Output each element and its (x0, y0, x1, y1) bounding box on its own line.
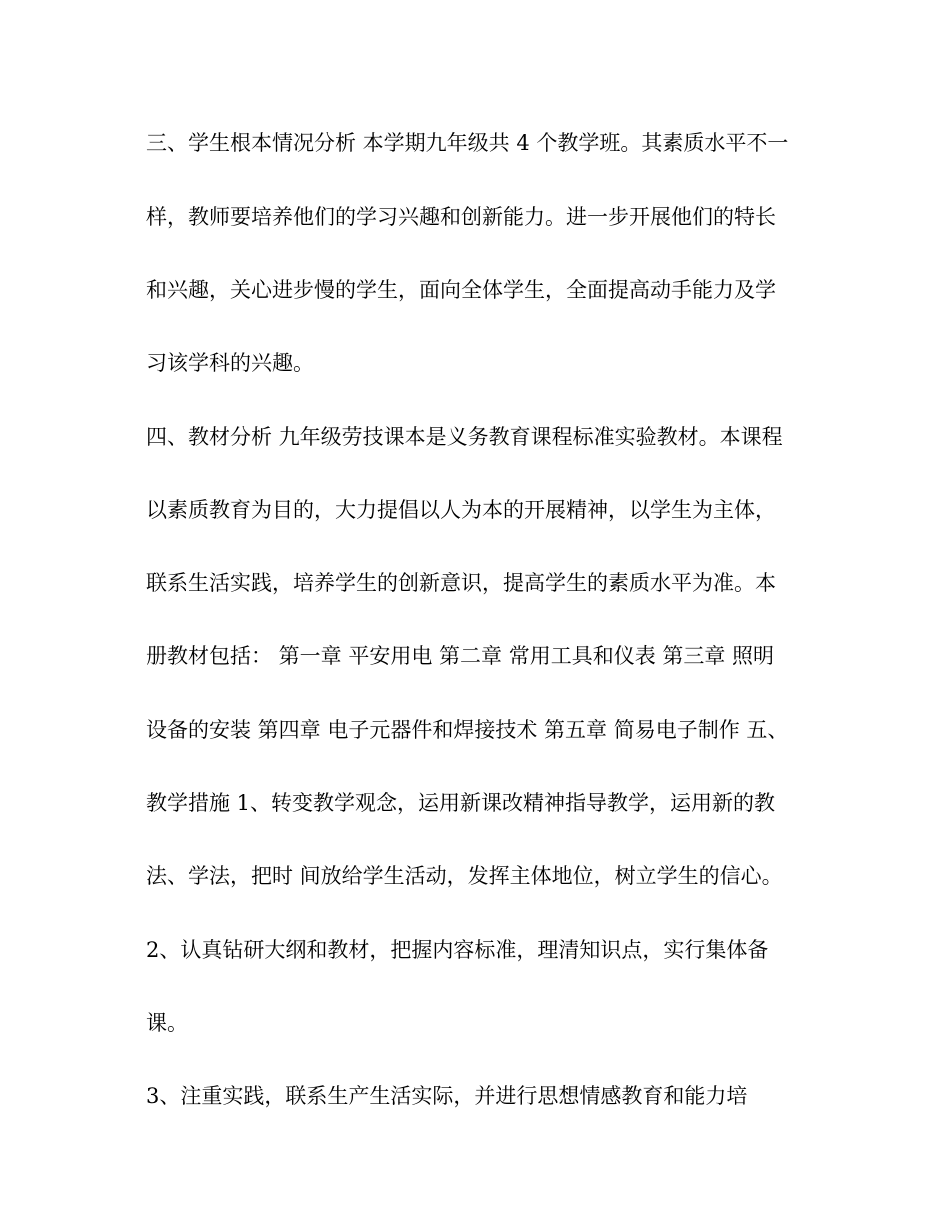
text-line: 3、注重实践，联系生产生活实际，并进行思想情感教育和能力培 (146, 1084, 748, 1108)
text-line: 教学措施 1、转变教学观念，运用新课改精神指导教学，运用新的教 (146, 791, 776, 815)
text-line: 样，教师要培养他们的学习兴趣和创新能力。进一步开展他们的特长 (146, 205, 776, 229)
text-line: 以素质教育为目的，大力提倡以人为本的开展精神，以学生为主体， (146, 498, 776, 522)
text-line: 课。 (146, 1011, 188, 1035)
text-line: 设备的安装 第四章 电子元器件和焊接技术 第五章 简易电子制作 五、 (146, 718, 789, 742)
text-line: 2、认真钻研大纲和教材，把握内容标准，理清知识点，实行集体备 (146, 938, 769, 962)
text-line: 册教材包括： 第一章 平安用电 第二章 常用工具和仪表 第三章 照明 (146, 644, 775, 668)
text-line: 和兴趣，关心进步慢的学生，面向全体学生，全面提高动手能力及学 (146, 278, 776, 302)
text-line: 习该学科的兴趣。 (146, 351, 314, 375)
text-line: 联系生活实践，培养学生的创新意识，提高学生的素质水平为准。本 (146, 571, 776, 595)
text-line: 法、学法，把时 间放给学生活动，发挥主体地位，树立学生的信心。 (146, 864, 783, 888)
text-line: 四、教材分析 九年级劳技课本是义务教育课程标准实验教材。本课程 (146, 425, 783, 449)
text-line: 三、学生根本情况分析 本学期九年级共 4 个教学班。其素质水平不一 (146, 131, 789, 155)
